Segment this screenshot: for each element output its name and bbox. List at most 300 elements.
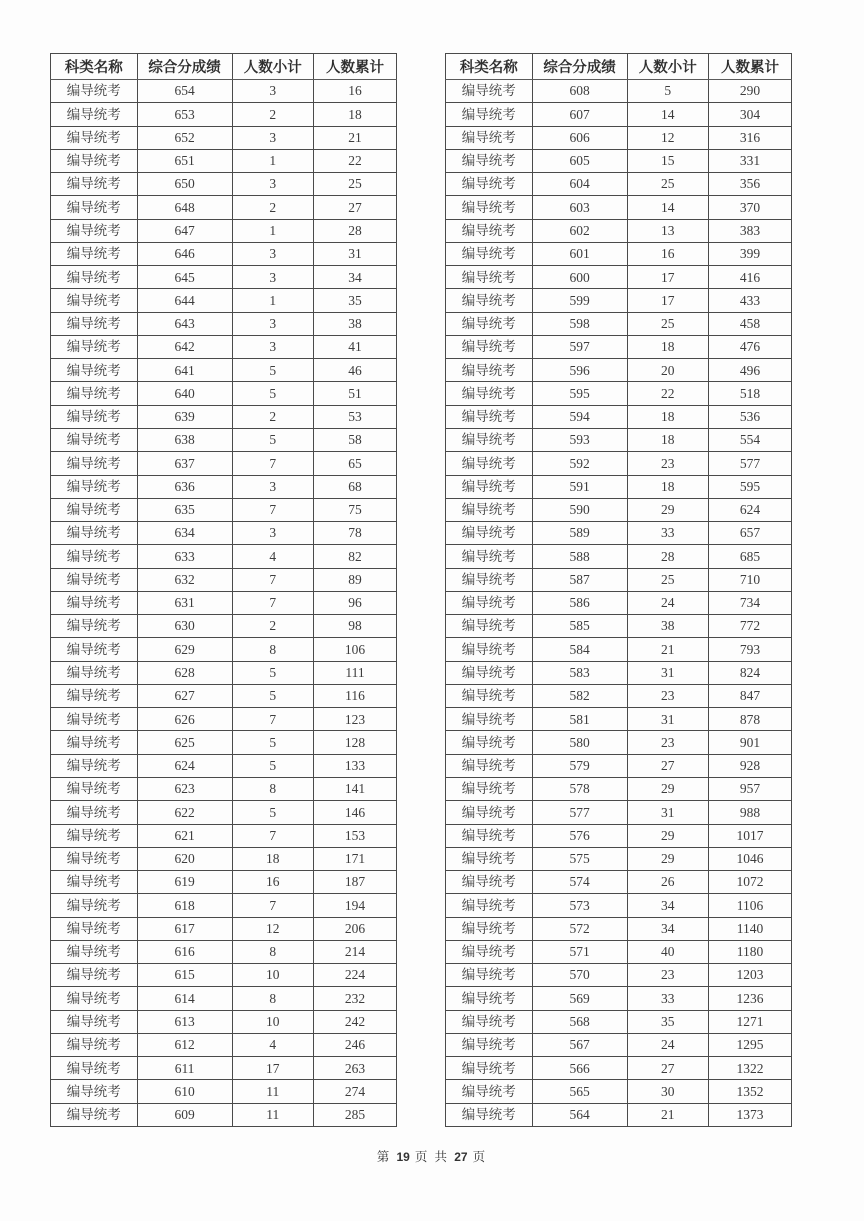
cell-cumulative: 847 — [708, 684, 791, 707]
cell-count: 16 — [232, 871, 313, 894]
header-score: 综合分成绩 — [137, 54, 232, 80]
cell-count: 8 — [232, 638, 313, 661]
table-header-row — [446, 54, 792, 80]
cell-cumulative: 1072 — [708, 871, 791, 894]
cell-count: 3 — [232, 126, 313, 149]
footer-page-number: 19 — [396, 1150, 410, 1164]
table-row — [51, 964, 397, 987]
cell-cumulative: 824 — [708, 661, 791, 684]
cell-score: 617 — [137, 917, 232, 940]
cell-score: 648 — [137, 196, 232, 219]
cell-count: 17 — [627, 266, 708, 289]
cell-cumulative: 285 — [313, 1103, 396, 1126]
cell-cumulative: 46 — [313, 359, 396, 382]
cell-cumulative: 78 — [313, 522, 396, 545]
cell-category: 编导统考 — [51, 987, 138, 1010]
table-row — [446, 708, 792, 731]
table-row — [446, 242, 792, 265]
cell-cumulative: 496 — [708, 359, 791, 382]
cell-count: 31 — [627, 708, 708, 731]
cell-score: 579 — [532, 754, 627, 777]
header-score: 综合分成绩 — [532, 54, 627, 80]
cell-count: 25 — [627, 568, 708, 591]
page-footer — [0, 1147, 864, 1165]
cell-score: 635 — [137, 498, 232, 521]
table-row — [446, 452, 792, 475]
cell-cumulative: 51 — [313, 382, 396, 405]
cell-count: 34 — [627, 894, 708, 917]
cell-cumulative: 75 — [313, 498, 396, 521]
cell-cumulative: 274 — [313, 1080, 396, 1103]
cell-count: 18 — [627, 405, 708, 428]
cell-cumulative: 214 — [313, 940, 396, 963]
cell-category: 编导统考 — [51, 196, 138, 219]
cell-score: 599 — [532, 289, 627, 312]
table-row — [446, 266, 792, 289]
cell-score: 578 — [532, 777, 627, 800]
cell-score: 572 — [532, 917, 627, 940]
cell-category: 编导统考 — [446, 615, 533, 638]
cell-score: 594 — [532, 405, 627, 428]
cell-count: 18 — [627, 428, 708, 451]
cell-category: 编导统考 — [51, 568, 138, 591]
cell-category: 编导统考 — [446, 591, 533, 614]
cell-cumulative: 141 — [313, 777, 396, 800]
cell-cumulative: 65 — [313, 452, 396, 475]
table-row — [51, 638, 397, 661]
cell-category: 编导统考 — [446, 173, 533, 196]
cell-score: 612 — [137, 1033, 232, 1056]
cell-score: 623 — [137, 777, 232, 800]
table-row — [51, 242, 397, 265]
cell-score: 582 — [532, 684, 627, 707]
cell-score: 603 — [532, 196, 627, 219]
cell-count: 5 — [232, 661, 313, 684]
cell-cumulative: 116 — [313, 684, 396, 707]
cell-cumulative: 58 — [313, 428, 396, 451]
table-row — [446, 522, 792, 545]
cell-score: 624 — [137, 754, 232, 777]
cell-count: 27 — [627, 1057, 708, 1080]
cell-cumulative: 458 — [708, 312, 791, 335]
cell-count: 31 — [627, 801, 708, 824]
cell-count: 3 — [232, 80, 313, 103]
cell-count: 20 — [627, 359, 708, 382]
cell-category: 编导统考 — [446, 847, 533, 870]
cell-cumulative: 331 — [708, 149, 791, 172]
cell-count: 25 — [627, 173, 708, 196]
cell-category: 编导统考 — [446, 754, 533, 777]
cell-cumulative: 206 — [313, 917, 396, 940]
cell-score: 643 — [137, 312, 232, 335]
cell-cumulative: 1180 — [708, 940, 791, 963]
cell-cumulative: 577 — [708, 452, 791, 475]
table-row — [51, 801, 397, 824]
cell-score: 605 — [532, 149, 627, 172]
cell-cumulative: 1352 — [708, 1080, 791, 1103]
cell-cumulative: 232 — [313, 987, 396, 1010]
table-row — [51, 266, 397, 289]
table-row — [51, 1080, 397, 1103]
cell-category: 编导统考 — [51, 1010, 138, 1033]
cell-count: 7 — [232, 894, 313, 917]
cell-category: 编导统考 — [51, 731, 138, 754]
cell-score: 604 — [532, 173, 627, 196]
score-table-left — [50, 53, 397, 1127]
cell-category: 编导统考 — [446, 1010, 533, 1033]
footer-suffix: 页 — [472, 1150, 488, 1164]
cell-cumulative: 171 — [313, 847, 396, 870]
cell-category: 编导统考 — [446, 335, 533, 358]
table-row — [51, 894, 397, 917]
table-row — [446, 196, 792, 219]
cell-cumulative: 1106 — [708, 894, 791, 917]
cell-cumulative: 194 — [313, 894, 396, 917]
table-row — [51, 1010, 397, 1033]
table-row — [446, 335, 792, 358]
cell-score: 609 — [137, 1103, 232, 1126]
cell-score: 611 — [137, 1057, 232, 1080]
cell-category: 编导统考 — [51, 824, 138, 847]
cell-category: 编导统考 — [51, 475, 138, 498]
cell-cumulative: 128 — [313, 731, 396, 754]
cell-category: 编导统考 — [446, 777, 533, 800]
cell-count: 14 — [627, 103, 708, 126]
cell-score: 606 — [532, 126, 627, 149]
table-row — [446, 405, 792, 428]
cell-count: 5 — [627, 80, 708, 103]
cell-score: 574 — [532, 871, 627, 894]
cell-cumulative: 1271 — [708, 1010, 791, 1033]
cell-score: 638 — [137, 428, 232, 451]
cell-cumulative: 89 — [313, 568, 396, 591]
cell-count: 5 — [232, 428, 313, 451]
cell-cumulative: 957 — [708, 777, 791, 800]
cell-category: 编导统考 — [51, 708, 138, 731]
cell-score: 634 — [137, 522, 232, 545]
cell-count: 4 — [232, 1033, 313, 1056]
cell-cumulative: 595 — [708, 475, 791, 498]
cell-cumulative: 734 — [708, 591, 791, 614]
cell-cumulative: 38 — [313, 312, 396, 335]
cell-score: 597 — [532, 335, 627, 358]
cell-score: 647 — [137, 219, 232, 242]
cell-category: 编导统考 — [51, 335, 138, 358]
cell-category: 编导统考 — [51, 1103, 138, 1126]
cell-category: 编导统考 — [446, 987, 533, 1010]
table-row — [51, 149, 397, 172]
cell-score: 631 — [137, 591, 232, 614]
cell-count: 8 — [232, 987, 313, 1010]
cell-score: 596 — [532, 359, 627, 382]
cell-category: 编导统考 — [446, 964, 533, 987]
cell-category: 编导统考 — [51, 522, 138, 545]
cell-count: 12 — [627, 126, 708, 149]
table-row — [446, 638, 792, 661]
cell-cumulative: 1236 — [708, 987, 791, 1010]
cell-category: 编导统考 — [51, 940, 138, 963]
cell-cumulative: 1295 — [708, 1033, 791, 1056]
table-row — [446, 219, 792, 242]
cell-count: 3 — [232, 312, 313, 335]
cell-count: 3 — [232, 242, 313, 265]
cell-count: 24 — [627, 1033, 708, 1056]
cell-count: 7 — [232, 452, 313, 475]
cell-cumulative: 416 — [708, 266, 791, 289]
table-row — [51, 777, 397, 800]
cell-score: 641 — [137, 359, 232, 382]
cell-category: 编导统考 — [446, 684, 533, 707]
cell-score: 571 — [532, 940, 627, 963]
cell-cumulative: 1140 — [708, 917, 791, 940]
cell-count: 30 — [627, 1080, 708, 1103]
header-count: 人数小计 — [627, 54, 708, 80]
cell-score: 622 — [137, 801, 232, 824]
cell-category: 编导统考 — [51, 80, 138, 103]
cell-category: 编导统考 — [51, 1057, 138, 1080]
cell-cumulative: 793 — [708, 638, 791, 661]
cell-cumulative: 878 — [708, 708, 791, 731]
table-row — [51, 824, 397, 847]
cell-score: 585 — [532, 615, 627, 638]
cell-cumulative: 246 — [313, 1033, 396, 1056]
table-row — [51, 196, 397, 219]
cell-score: 593 — [532, 428, 627, 451]
cell-cumulative: 370 — [708, 196, 791, 219]
table-row — [51, 173, 397, 196]
table-row — [446, 731, 792, 754]
cell-cumulative: 82 — [313, 545, 396, 568]
table-row — [446, 498, 792, 521]
cell-score: 651 — [137, 149, 232, 172]
cell-score: 620 — [137, 847, 232, 870]
cell-count: 4 — [232, 545, 313, 568]
cell-category: 编导统考 — [51, 684, 138, 707]
cell-count: 29 — [627, 824, 708, 847]
cell-cumulative: 98 — [313, 615, 396, 638]
cell-score: 588 — [532, 545, 627, 568]
cell-count: 21 — [627, 1103, 708, 1126]
cell-category: 编导统考 — [51, 173, 138, 196]
cell-cumulative: 685 — [708, 545, 791, 568]
cell-cumulative: 1203 — [708, 964, 791, 987]
cell-score: 587 — [532, 568, 627, 591]
table-row — [51, 80, 397, 103]
cell-cumulative: 901 — [708, 731, 791, 754]
cell-category: 编导统考 — [51, 126, 138, 149]
table-row — [446, 1103, 792, 1126]
cell-category: 编导统考 — [446, 382, 533, 405]
table-row — [51, 847, 397, 870]
cell-count: 24 — [627, 591, 708, 614]
cell-count: 33 — [627, 987, 708, 1010]
cell-score: 589 — [532, 522, 627, 545]
cell-score: 595 — [532, 382, 627, 405]
cell-score: 573 — [532, 894, 627, 917]
cell-count: 23 — [627, 731, 708, 754]
cell-cumulative: 28 — [313, 219, 396, 242]
cell-count: 26 — [627, 871, 708, 894]
cell-score: 628 — [137, 661, 232, 684]
cell-score: 568 — [532, 1010, 627, 1033]
cell-cumulative: 657 — [708, 522, 791, 545]
table-row — [51, 405, 397, 428]
cell-category: 编导统考 — [446, 568, 533, 591]
cell-category: 编导统考 — [446, 126, 533, 149]
cell-category: 编导统考 — [446, 80, 533, 103]
cell-count: 2 — [232, 615, 313, 638]
table-row — [51, 871, 397, 894]
cell-count: 25 — [627, 312, 708, 335]
cell-category: 编导统考 — [51, 289, 138, 312]
cell-score: 569 — [532, 987, 627, 1010]
cell-count: 18 — [627, 335, 708, 358]
cell-category: 编导统考 — [446, 219, 533, 242]
table-row — [51, 126, 397, 149]
cell-score: 583 — [532, 661, 627, 684]
cell-count: 7 — [232, 708, 313, 731]
header-category: 科类名称 — [446, 54, 533, 80]
cell-score: 644 — [137, 289, 232, 312]
cell-score: 607 — [532, 103, 627, 126]
cell-count: 5 — [232, 731, 313, 754]
cell-cumulative: 16 — [313, 80, 396, 103]
table-row — [51, 917, 397, 940]
cell-count: 2 — [232, 405, 313, 428]
cell-category: 编导统考 — [446, 266, 533, 289]
cell-score: 652 — [137, 126, 232, 149]
cell-count: 17 — [232, 1057, 313, 1080]
cell-score: 626 — [137, 708, 232, 731]
table-row — [446, 289, 792, 312]
cell-category: 编导统考 — [446, 871, 533, 894]
cell-category: 编导统考 — [51, 801, 138, 824]
cell-category: 编导统考 — [446, 312, 533, 335]
cell-category: 编导统考 — [51, 219, 138, 242]
cell-score: 637 — [137, 452, 232, 475]
cell-cumulative: 554 — [708, 428, 791, 451]
cell-cumulative: 263 — [313, 1057, 396, 1080]
cell-cumulative: 187 — [313, 871, 396, 894]
cell-score: 625 — [137, 731, 232, 754]
table-row — [51, 1033, 397, 1056]
table-row — [51, 731, 397, 754]
cell-score: 613 — [137, 1010, 232, 1033]
cell-score: 576 — [532, 824, 627, 847]
cell-count: 38 — [627, 615, 708, 638]
cell-category: 编导统考 — [51, 894, 138, 917]
cell-score: 615 — [137, 964, 232, 987]
cell-count: 7 — [232, 568, 313, 591]
cell-score: 632 — [137, 568, 232, 591]
table-row — [51, 591, 397, 614]
cell-category: 编导统考 — [51, 405, 138, 428]
cell-cumulative: 433 — [708, 289, 791, 312]
cell-score: 575 — [532, 847, 627, 870]
cell-score: 580 — [532, 731, 627, 754]
cell-score: 590 — [532, 498, 627, 521]
cell-category: 编导统考 — [446, 1080, 533, 1103]
cell-score: 601 — [532, 242, 627, 265]
cell-count: 8 — [232, 940, 313, 963]
cell-score: 629 — [137, 638, 232, 661]
cell-count: 10 — [232, 964, 313, 987]
cell-count: 2 — [232, 196, 313, 219]
table-row — [51, 615, 397, 638]
table-row — [446, 801, 792, 824]
cell-category: 编导统考 — [51, 871, 138, 894]
cell-cumulative: 316 — [708, 126, 791, 149]
header-cumulative: 人数累计 — [313, 54, 396, 80]
table-row — [446, 871, 792, 894]
table-row — [51, 335, 397, 358]
footer-prefix: 第 — [376, 1150, 392, 1164]
cell-count: 23 — [627, 684, 708, 707]
cell-category: 编导统考 — [51, 242, 138, 265]
cell-cumulative: 356 — [708, 173, 791, 196]
cell-cumulative: 518 — [708, 382, 791, 405]
cell-score: 566 — [532, 1057, 627, 1080]
cell-cumulative: 153 — [313, 824, 396, 847]
cell-score: 621 — [137, 824, 232, 847]
cell-category: 编导统考 — [446, 498, 533, 521]
header-count: 人数小计 — [232, 54, 313, 80]
table-row — [51, 568, 397, 591]
table-row — [446, 1033, 792, 1056]
cell-category: 编导统考 — [446, 661, 533, 684]
cell-count: 2 — [232, 103, 313, 126]
table-row — [446, 917, 792, 940]
cell-count: 1 — [232, 289, 313, 312]
cell-score: 608 — [532, 80, 627, 103]
cell-score: 627 — [137, 684, 232, 707]
table-row — [51, 684, 397, 707]
cell-cumulative: 146 — [313, 801, 396, 824]
cell-count: 7 — [232, 824, 313, 847]
cell-count: 5 — [232, 801, 313, 824]
table-row — [51, 522, 397, 545]
cell-score: 565 — [532, 1080, 627, 1103]
cell-category: 编导统考 — [51, 964, 138, 987]
cell-score: 592 — [532, 452, 627, 475]
cell-score: 591 — [532, 475, 627, 498]
cell-category: 编导统考 — [446, 708, 533, 731]
table-row — [446, 615, 792, 638]
cell-count: 5 — [232, 684, 313, 707]
cell-category: 编导统考 — [446, 638, 533, 661]
cell-cumulative: 68 — [313, 475, 396, 498]
table-row — [446, 173, 792, 196]
cell-category: 编导统考 — [51, 498, 138, 521]
cell-cumulative: 224 — [313, 964, 396, 987]
cell-category: 编导统考 — [51, 312, 138, 335]
cell-count: 5 — [232, 754, 313, 777]
cell-category: 编导统考 — [446, 801, 533, 824]
cell-count: 29 — [627, 498, 708, 521]
footer-total-pages: 27 — [454, 1150, 468, 1164]
cell-count: 7 — [232, 591, 313, 614]
cell-cumulative: 710 — [708, 568, 791, 591]
table-row — [51, 312, 397, 335]
cell-category: 编导统考 — [446, 149, 533, 172]
cell-count: 27 — [627, 754, 708, 777]
cell-cumulative: 111 — [313, 661, 396, 684]
cell-category: 编导统考 — [446, 545, 533, 568]
table-row — [446, 103, 792, 126]
cell-category: 编导统考 — [51, 545, 138, 568]
table-row — [446, 1080, 792, 1103]
cell-category: 编导统考 — [446, 452, 533, 475]
